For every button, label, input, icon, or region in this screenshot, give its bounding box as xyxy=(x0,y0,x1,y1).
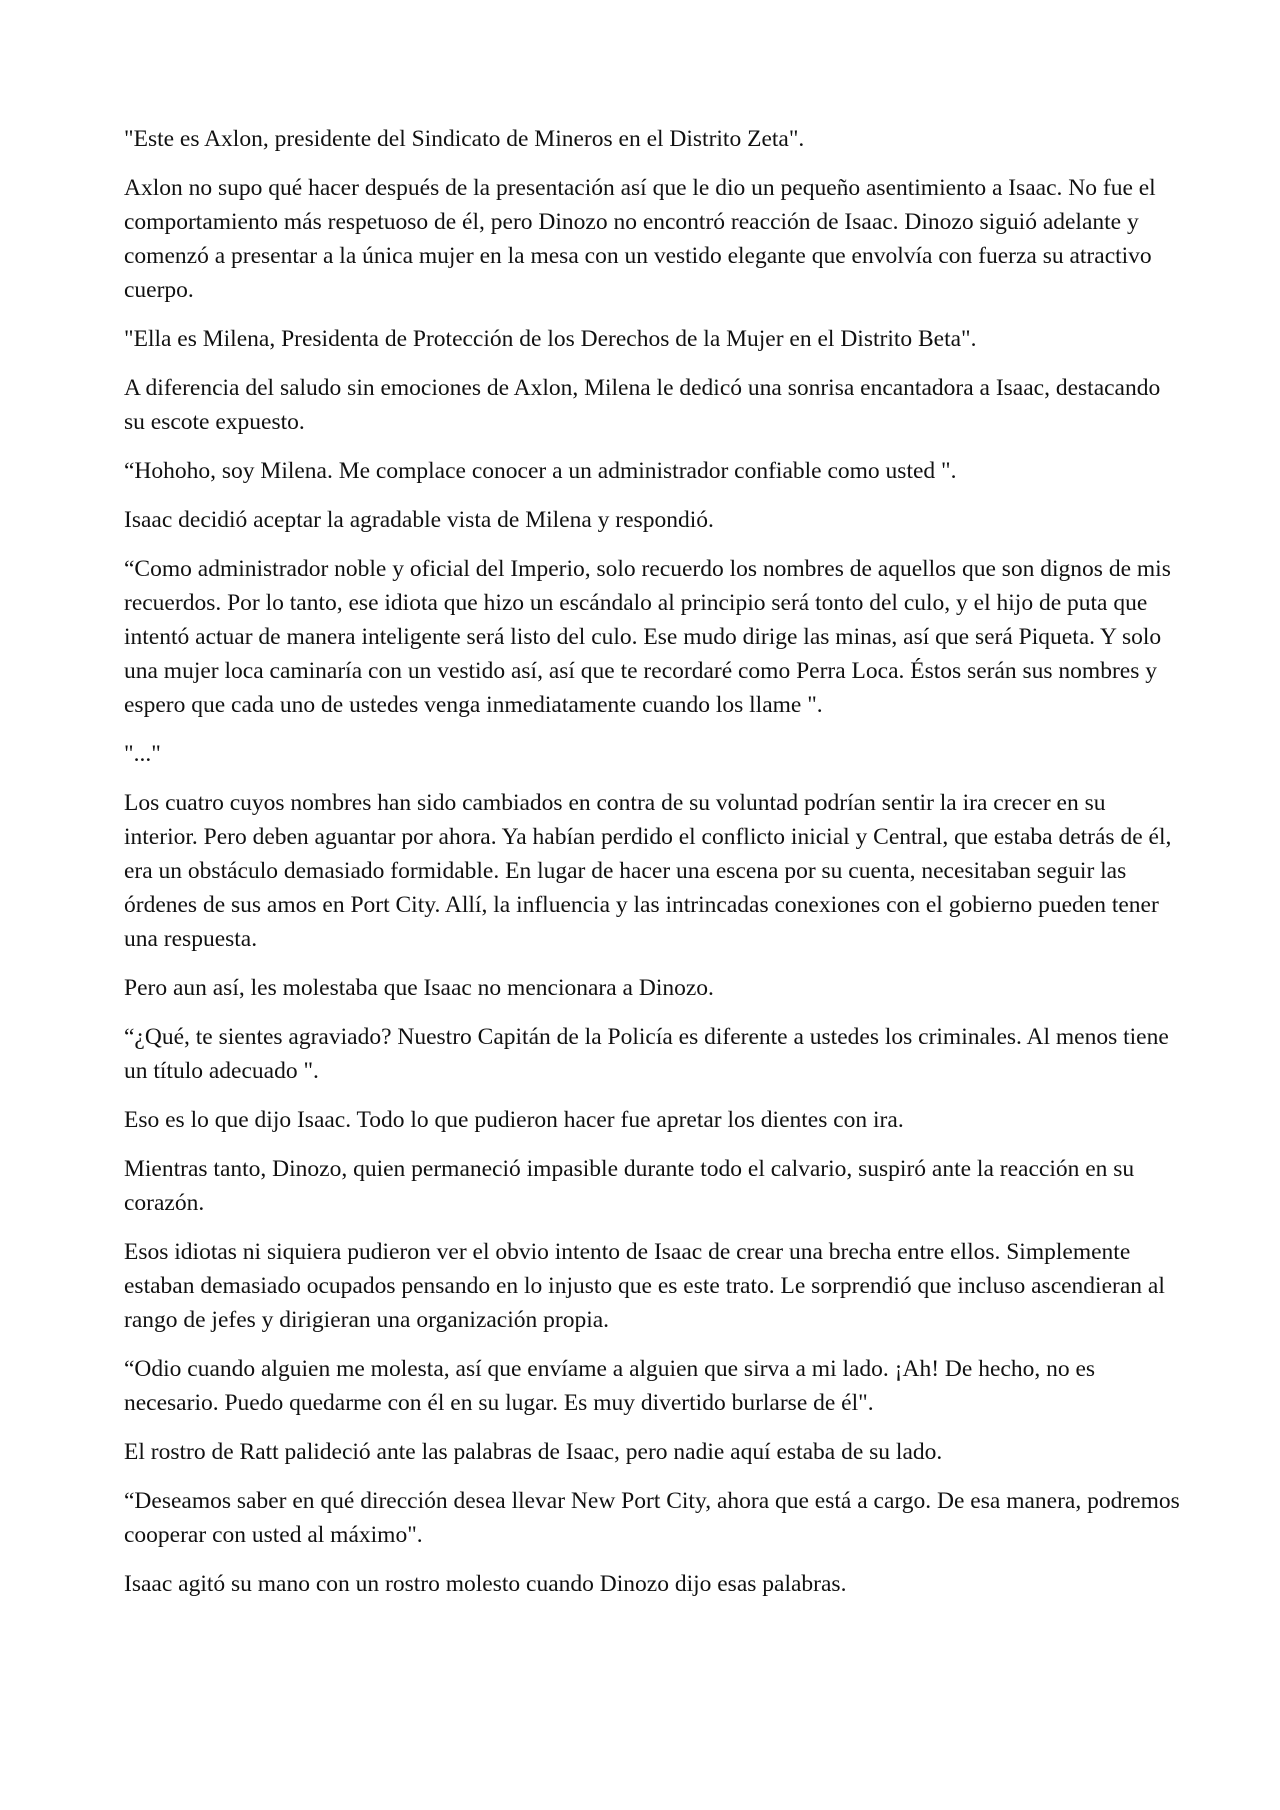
paragraph-18: Isaac agitó su mano con un rostro molesto cuando Dinozo dijo esas palabras. xyxy=(124,1571,847,1597)
paragraph-7: “Como administrador noble y oficial del Imperio, solo recuerdo los nombres de aquellos que son dignos de mis recuerdos. Por lo tanto, ese idiota que hizo un escándalo al principio será tonto del culo, y el hijo de puta que intentó actuar de manera inteligente será listo del culo. Ese mudo dirige las minas, así que será Piqueta. Y solo una mujer loca caminaría con un vestido así, así que te recordaré como Perra Loca. Éstos serán sus nombres y espero que cada uno de ustedes venga inmediatamente cuando los llame ". xyxy=(124,556,1171,718)
paragraph-11: “¿Qué, te sientes agraviado? Nuestro Capitán de la Policía es diferente a ustedes los criminales. Al menos tiene un título adecuado ". xyxy=(124,1024,1169,1084)
paragraph-10: Pero aun así, les molestaba que Isaac no mencionara a Dinozo. xyxy=(124,975,714,1001)
paragraph-13: Mientras tanto, Dinozo, quien permaneció impasible durante todo el calvario, suspiró ante la reacción en su corazón. xyxy=(124,1156,1135,1216)
paragraph-6: Isaac decidió aceptar la agradable vista de Milena y respondió. xyxy=(124,507,714,533)
paragraph-9: Los cuatro cuyos nombres han sido cambiados en contra de su voluntad podrían sentir la ira crecer en su interior. Pero deben aguantar por ahora. Ya habían perdido el conflicto inicial y Central, que estaba detrás de él, era un obstáculo demasiado formidable. En lugar de hacer una escena por su cuenta, necesitaban seguir las órdenes de sus amos en Port City. Allí, la influencia y las intrincadas conexiones con el gobierno pueden tener una respuesta. xyxy=(124,790,1172,952)
paragraph-12: Eso es lo que dijo Isaac. Todo lo que pudieron hacer fue apretar los dientes con ira. xyxy=(124,1107,904,1133)
paragraph-8: "..." xyxy=(124,741,161,767)
paragraph-17: “Deseamos saber en qué dirección desea llevar New Port City, ahora que está a cargo. De esa manera, podremos cooperar con usted al máximo". xyxy=(124,1488,1180,1548)
paragraph-14: Esos idiotas ni siquiera pudieron ver el obvio intento de Isaac de crear una brecha entre ellos. Simplemente estaban demasiado ocupados pensando en lo injusto que es este trato. Le sorprendió que incluso ascendieran al rango de jefes y dirigieran una organización propia. xyxy=(124,1239,1165,1333)
document-page xyxy=(124,122,1184,1616)
paragraph-1: "Este es Axlon, presidente del Sindicato de Mineros en el Distrito Zeta". xyxy=(124,126,805,152)
paragraph-15: “Odio cuando alguien me molesta, así que envíame a alguien que sirva a mi lado. ¡Ah! De hecho, no es necesario. Puedo quedarme con él en su lugar. Es muy divertido burlarse de él". xyxy=(124,1356,1096,1416)
paragraph-2: Axlon no supo qué hacer después de la presentación así que le dio un pequeño asentimiento a Isaac. No fue el comportamiento más respetuoso de él, pero Dinozo no encontró reacción de Isaac. Dinozo siguió adelante y comenzó a presentar a la única mujer en la mesa con un vestido elegante que envolvía con fuerza su atractivo cuerpo. xyxy=(124,175,1156,303)
paragraph-3: "Ella es Milena, Presidenta de Protección de los Derechos de la Mujer en el Distrito Beta". xyxy=(124,326,977,352)
paragraph-5: “Hohoho, soy Milena. Me complace conocer a un administrador confiable como usted ". xyxy=(124,458,957,484)
paragraph-4: A diferencia del saludo sin emociones de Axlon, Milena le dedicó una sonrisa encantadora a Isaac, destacando su escote expuesto. xyxy=(124,375,1161,435)
paragraph-16: El rostro de Ratt palideció ante las palabras de Isaac, pero nadie aquí estaba de su lado. xyxy=(124,1439,943,1465)
